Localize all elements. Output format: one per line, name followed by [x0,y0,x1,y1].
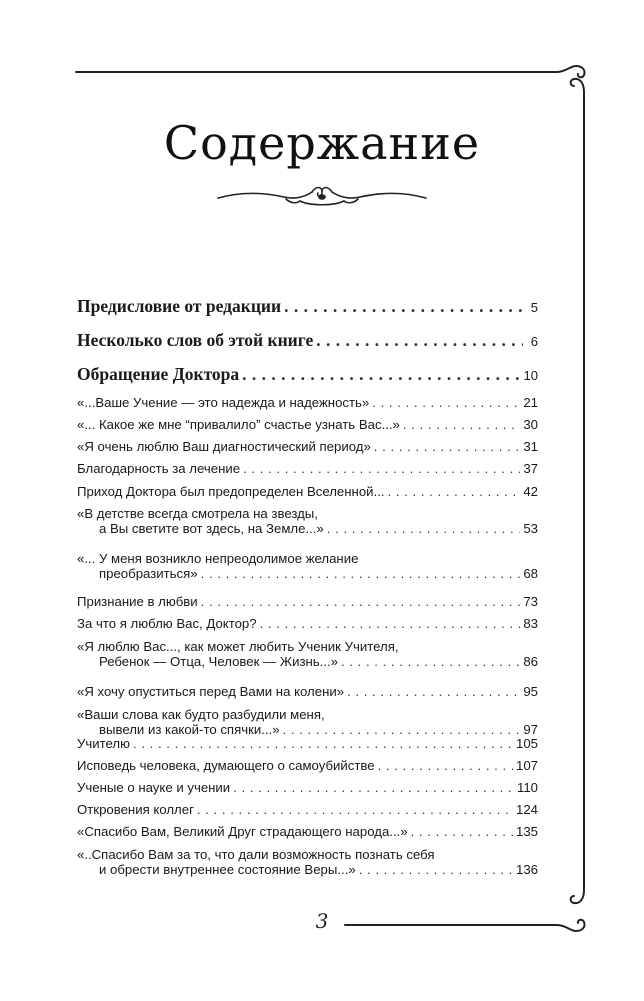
toc-entry-title: «... Какое же мне “привалило” счастье узнать Вас...» [77,417,400,432]
toc-entry-title: «Спасибо Вам, Великий Друг страдающего народа...» [77,824,408,839]
toc-entry-title-line1: «Я люблю Вас..., как может любить Ученик Учителя, [77,639,399,654]
toc-entry-title: Благодарность за лечение [77,461,241,476]
dot-leader [403,417,520,432]
dot-leader [378,758,513,773]
toc-entry-title: «Я хочу опуститься перед Вами на колени» [77,684,345,699]
toc-entry-title: вывели из какой-то спячки...» [99,722,280,737]
toc-entry [77,461,538,476]
toc-section-entry [77,330,538,351]
dot-leader [341,654,520,669]
dot-leader [233,780,514,795]
toc-entry [77,616,538,631]
dot-leader [359,862,513,877]
toc-entry [77,506,538,536]
dot-leader [374,439,521,454]
dot-leader [316,330,523,351]
toc-entry-title: Откровения коллег [77,802,194,817]
toc-entry-title-line1: «Ваши слова как будто разбудили меня, [77,707,325,722]
toc-entry-title: Несколько слов об этой книге [77,330,314,350]
toc-entry-title: Ребенок — Отца, Человек — Жизнь...» [99,654,338,669]
toc-entry [77,824,538,839]
toc-entry-title: Ученые о науке и учении [77,780,231,795]
toc-entry [77,736,538,751]
toc-entry-title: Обращение Доктора [77,364,240,384]
toc-entry-title: За что я люблю Вас, Доктор? [77,616,257,631]
dot-leader [372,395,520,410]
toc-entry-title: преобразиться» [99,566,198,581]
dot-leader [133,736,513,751]
toc-entry-title: Признание в любви [77,594,198,609]
toc-page-number: 6 [530,334,538,349]
toc-entry [77,639,538,669]
dot-leader [243,461,520,476]
dot-leader [347,684,520,699]
toc-page-number: 30 [523,417,538,432]
toc-page-number: 105 [515,736,538,751]
dot-leader [411,824,513,839]
toc-entry [77,551,538,581]
toc-entry-title: и обрести внутреннее состояние Веры...» [99,862,356,877]
toc-entry-title: «Я очень люблю Ваш диагностический период» [77,439,371,454]
toc-entry [77,484,538,499]
toc-page-number: 5 [530,300,538,315]
toc-entry [77,847,538,877]
toc-page-number: 21 [523,395,538,410]
dot-leader [327,521,521,536]
toc-entry-title: Предисловие от редакции [77,296,282,316]
toc-section-entry [77,364,538,385]
toc-page-number: 124 [515,802,538,817]
dot-leader [283,722,521,737]
toc-page-number: 107 [515,758,538,773]
toc-entry-title-line1: «..Спасибо Вам за то, что дали возможность познать себя [77,847,435,862]
toc-page-number: 136 [515,862,538,877]
toc-entry-title: «...Ваше Учение — это надежда и надежность» [77,395,370,410]
toc-entry [77,417,538,432]
page-title: Содержание [163,116,481,170]
toc-entry [77,439,538,454]
dot-leader [284,296,523,317]
title-ornament [218,188,426,205]
toc-entry [77,802,538,817]
toc-entry [77,395,538,410]
toc-page-number: 83 [523,616,538,631]
toc-page-number: 68 [523,566,538,581]
toc-entry [77,684,538,699]
toc-entry-title: Исповедь человека, думающего о самоубийстве [77,758,375,773]
toc-page-number: 73 [523,594,538,609]
toc-page-number: 135 [515,824,538,839]
dot-leader [388,484,521,499]
toc-entry-title-line1: «... У меня возникло непреодолимое желание [77,551,359,566]
toc-entry-title: а Вы светите вот здесь, на Земле...» [99,521,324,536]
toc-page-number: 31 [523,439,538,454]
toc-page-number: 97 [523,722,538,737]
toc-entry-title-line1: «В детстве всегда смотрела на звезды, [77,506,318,521]
toc-page-number: 10 [523,368,538,383]
dot-leader [201,594,521,609]
dot-leader [242,364,520,385]
toc-entry [77,758,538,773]
toc-page-number: 42 [523,484,538,499]
page-number: 3 [315,909,329,933]
toc-page-number: 95 [523,684,538,699]
toc-section-entry [77,296,538,317]
toc-page-number: 53 [523,521,538,536]
dot-leader [197,802,513,817]
toc-page-number: 37 [523,461,538,476]
toc-entry [77,780,538,795]
toc-page-number: 86 [523,654,538,669]
toc-entry-title: Учителю [77,736,130,751]
toc-entry [77,594,538,609]
toc-entry-title: Приход Доктора был предопределен Вселенной... [77,484,385,499]
toc-entry [77,707,538,737]
dot-leader [260,616,521,631]
dot-leader [201,566,521,581]
toc-page-number: 110 [516,780,538,795]
